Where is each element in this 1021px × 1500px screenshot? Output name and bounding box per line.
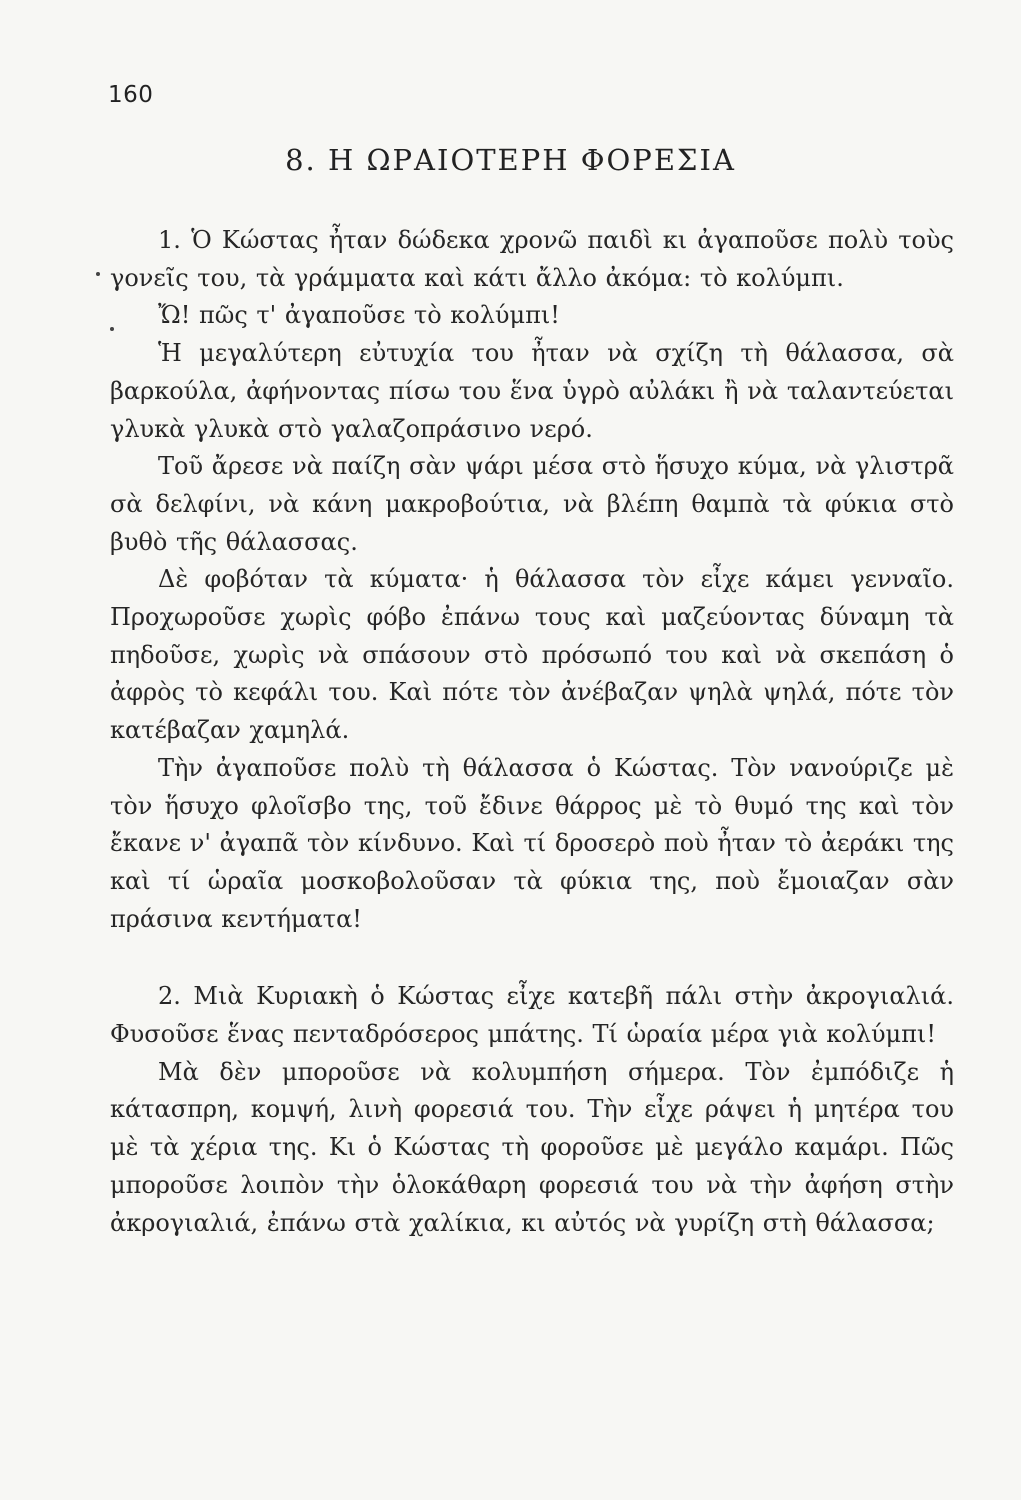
paragraph-6: Τὴν ἀγαποῦσε πολὺ τὴ θάλασσα ὁ Κώστας. Τὸν νανούριζε μὲ τὸν ἥσυχο φλοῖσβο της, τοῦ ἔδινε θάρρος μὲ τὸ θυμό της καὶ τὸν ἔκανε ν' ἀγαπᾶ τὸν κίνδυνο. Καὶ τί δροσερὸ ποὺ ἦταν τὸ ἀεράκι της καὶ τί ὡραῖα μοσκοβολοῦσαν τὰ φύκια της, ποὺ ἔμοιαζαν σὰν πράσινα κεντήματα! (110, 753, 954, 933)
body-text (110, 222, 954, 1242)
paragraph-2: Ὤ! πῶς τ' ἀγαποῦσε τὸ κολύμπι! (158, 301, 560, 330)
paragraph-4: Τοῦ ἄρεσε νὰ παίζη σὰν ψάρι μέσα στὸ ἥσυχο κύμα, νὰ γλιστρᾶ σὰ δελφίνι, νὰ κάνη μακροβούτια, νὰ βλέπη θαμπὰ τὰ φύκια στὸ βυθὸ τῆς θάλασσας. (110, 452, 954, 556)
paragraph-1: 1. Ὁ Κώστας ἦταν δώδεκα χρονῶ παιδὶ κι ἀγαποῦσε πολὺ τοὺς γονεῖς του, τὰ γράμματα καὶ κάτι ἄλλο ἀκόμα: τὸ κολύμπι. (110, 226, 954, 292)
page-number: 160 (108, 82, 154, 108)
print-speck (110, 327, 114, 331)
paragraph-7: 2. Μιὰ Κυριακὴ ὁ Κώστας εἶχε κατεβῆ πάλι στὴν ἀκρογιαλιά. Φυσοῦσε ἕνας πενταδρόσερος μπάτης. Τί ὡραία μέρα γιὰ κολύμπι! (110, 982, 954, 1049)
paragraph-8: Μὰ δὲν μποροῦσε νὰ κολυμπήση σήμερα. Τὸν ἐμπόδιζε ἡ κάτασπρη, κομψή, λινὴ φορεσιά του. Τὴν εἶχε ράψει ἡ μητέρα του μὲ τὰ χέρια της. Κι ὁ Κώστας τὴ φοροῦσε μὲ μεγάλο καμάρι. Πῶς μποροῦσε λοιπὸν τὴν ὁλοκάθαρη φορεσιά του νὰ τὴν ἀφήση στὴν ἀκρογιαλιά, ἐπάνω στὰ χαλίκια, κι αὐτός νὰ γυρίζη στὴ θάλασσα; (110, 1057, 954, 1237)
paragraph-5: Δὲ φοβόταν τὰ κύματα· ἡ θάλασσα τὸν εἶχε κάμει γενναῖο. Προχωροῦσε χωρὶς φόβο ἐπάνω τους καὶ μαζεύοντας δύναμη τὰ πηδοῦσε, χωρὶς νὰ σπάσουν στὸ πρόσωπό του καὶ νὰ σκεπάση ὁ ἀφρὸς τὸ κεφάλι του. Καὶ πότε τὸν ἀνέβαζαν ψηλὰ ψηλά, πότε τὸν κατέβαζαν χαμηλά. (110, 565, 954, 745)
paragraph-3: Ἡ μεγαλύτερη εὐτυχία του ἦταν νὰ σχίζη τὴ θάλασσα, σὰ βαρκούλα, ἀφήνοντας πίσω του ἕνα ὑγρὸ αὐλάκι ἢ νὰ ταλαντεύεται γλυκὰ γλυκὰ στὸ γαλαζοπράσινο νερό. (110, 339, 954, 443)
chapter-title: 8. Η ΩΡΑΙΟΤΕΡΗ ΦΟΡΕΣΙΑ (285, 143, 736, 177)
print-speck (96, 272, 100, 276)
